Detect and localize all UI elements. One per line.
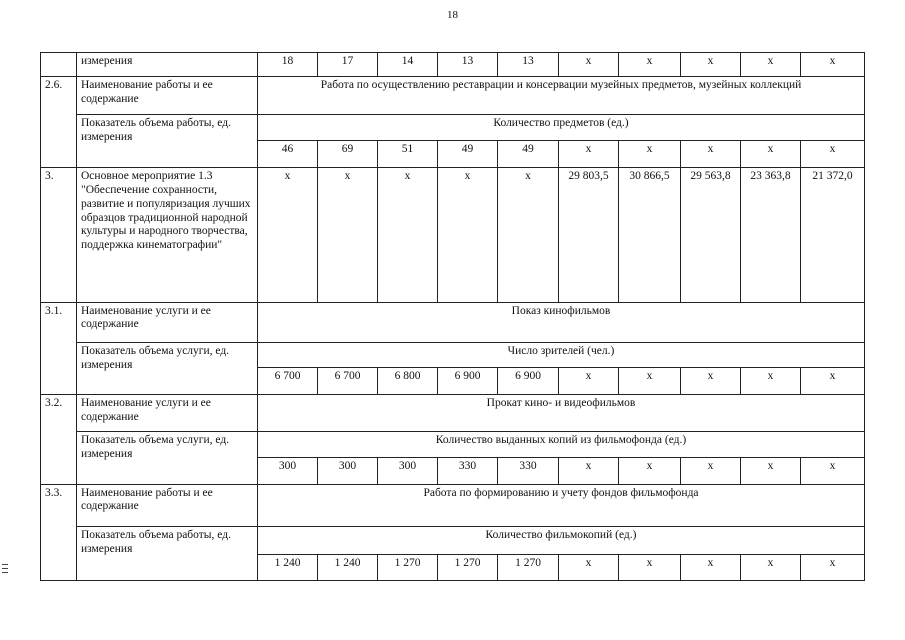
value-cell: 13 [438,53,498,77]
value-cell: x [378,168,438,302]
value-cell: x [498,168,559,302]
value-cell: x [681,140,741,168]
row-number-cell [41,53,77,77]
value-cell: x [801,555,865,581]
value-cell: 23 363,8 [741,168,801,302]
value-cell: 30 866,5 [619,168,681,302]
value-cell: 6 900 [498,368,559,394]
value-cell: x [619,555,681,581]
value-cell: 17 [318,53,378,77]
value-cell: x [619,458,681,484]
row-number: 3. [41,168,77,302]
value-cell: x [741,140,801,168]
value-cell: 14 [378,53,438,77]
name-label: Наименование услуги и ее содержание [77,394,258,431]
value-cell: x [681,555,741,581]
value-cell: 46 [258,140,318,168]
row-number: 2.6. [41,77,77,168]
name-value: Работа по осуществлению реставрации и консервации музейных предметов, музейных коллекций [258,77,865,115]
value-cell: x [801,140,865,168]
value-cell: x [681,53,741,77]
value-cell: x [619,53,681,77]
value-cell: x [619,140,681,168]
value-cell: 330 [438,458,498,484]
value-cell: 6 900 [438,368,498,394]
indicators-table [40,52,865,581]
table-row [41,53,865,77]
value-cell: x [559,555,619,581]
value-cell: x [318,168,378,302]
indicator-value: Число зрителей (чел.) [258,342,865,367]
name-value: Работа по формированию и учету фондов фильмофонда [258,484,865,526]
row-number: 3.3. [41,484,77,580]
value-cell: x [559,53,619,77]
value-cell: 1 240 [258,555,318,581]
name-label: Наименование услуги и ее содержание [77,302,258,342]
value-cell: x [801,368,865,394]
value-cell: 330 [498,458,559,484]
indicator-label: Показатель объема услуги, ед. измерения [77,342,258,394]
name-label: Наименование работы и ее содержание [77,484,258,526]
value-cell: 300 [318,458,378,484]
table-row [41,394,865,431]
activity-label: Основное мероприятие 1.3 "Обеспечение сохранности, развитие и популяризация лучших образцов традиционной народной культуры и народного творчества, поддержка кинематографии" [77,168,258,302]
value-cell: 6 700 [258,368,318,394]
page-number: 18 [447,9,458,21]
value-cell: x [619,368,681,394]
value-cell: 69 [318,140,378,168]
table-row [41,115,865,140]
table-row [41,77,865,115]
value-cell: x [801,458,865,484]
indicator-label: Показатель объема услуги, ед. измерения [77,431,258,484]
table-row [41,484,865,526]
value-cell: x [801,53,865,77]
value-cell: 1 270 [438,555,498,581]
value-cell: x [559,368,619,394]
value-cell: x [681,368,741,394]
value-cell: x [559,458,619,484]
value-cell: x [438,168,498,302]
indicator-value: Количество предметов (ед.) [258,115,865,140]
value-cell: x [741,53,801,77]
indicator-label: Показатель объема работы, ед. измерения [77,526,258,580]
margin-scan-marks [2,564,8,576]
value-cell: 29 563,8 [681,168,741,302]
value-cell: 21 372,0 [801,168,865,302]
value-cell: 49 [498,140,559,168]
value-cell: 300 [258,458,318,484]
indicator-label: Показатель объема работы, ед. измерения [77,115,258,168]
value-cell: 29 803,5 [559,168,619,302]
value-cell: 51 [378,140,438,168]
table-row [41,431,865,457]
value-cell: 300 [378,458,438,484]
table-row [41,302,865,342]
row-number: 3.2. [41,394,77,484]
table-row [41,168,865,302]
value-cell: x [741,458,801,484]
value-cell: 6 700 [318,368,378,394]
table-row [41,342,865,367]
row-number: 3.1. [41,302,77,394]
value-cell: 18 [258,53,318,77]
value-cell: x [741,555,801,581]
value-cell: x [258,168,318,302]
name-label: Наименование работы и ее содержание [77,77,258,115]
name-value: Показ кинофильмов [258,302,865,342]
name-value: Прокат кино- и видеофильмов [258,394,865,431]
indicator-value: Количество фильмокопий (ед.) [258,526,865,555]
value-cell: x [559,140,619,168]
table-body [41,53,865,581]
table-row [41,526,865,555]
indicator-unit-cell: измерения [77,53,258,77]
value-cell: 49 [438,140,498,168]
value-cell: 13 [498,53,559,77]
value-cell: 1 240 [318,555,378,581]
value-cell: x [681,458,741,484]
value-cell: 6 800 [378,368,438,394]
value-cell: 1 270 [378,555,438,581]
value-cell: x [741,368,801,394]
indicator-value: Количество выданных копий из фильмофонда (ед.) [258,431,865,457]
value-cell: 1 270 [498,555,559,581]
